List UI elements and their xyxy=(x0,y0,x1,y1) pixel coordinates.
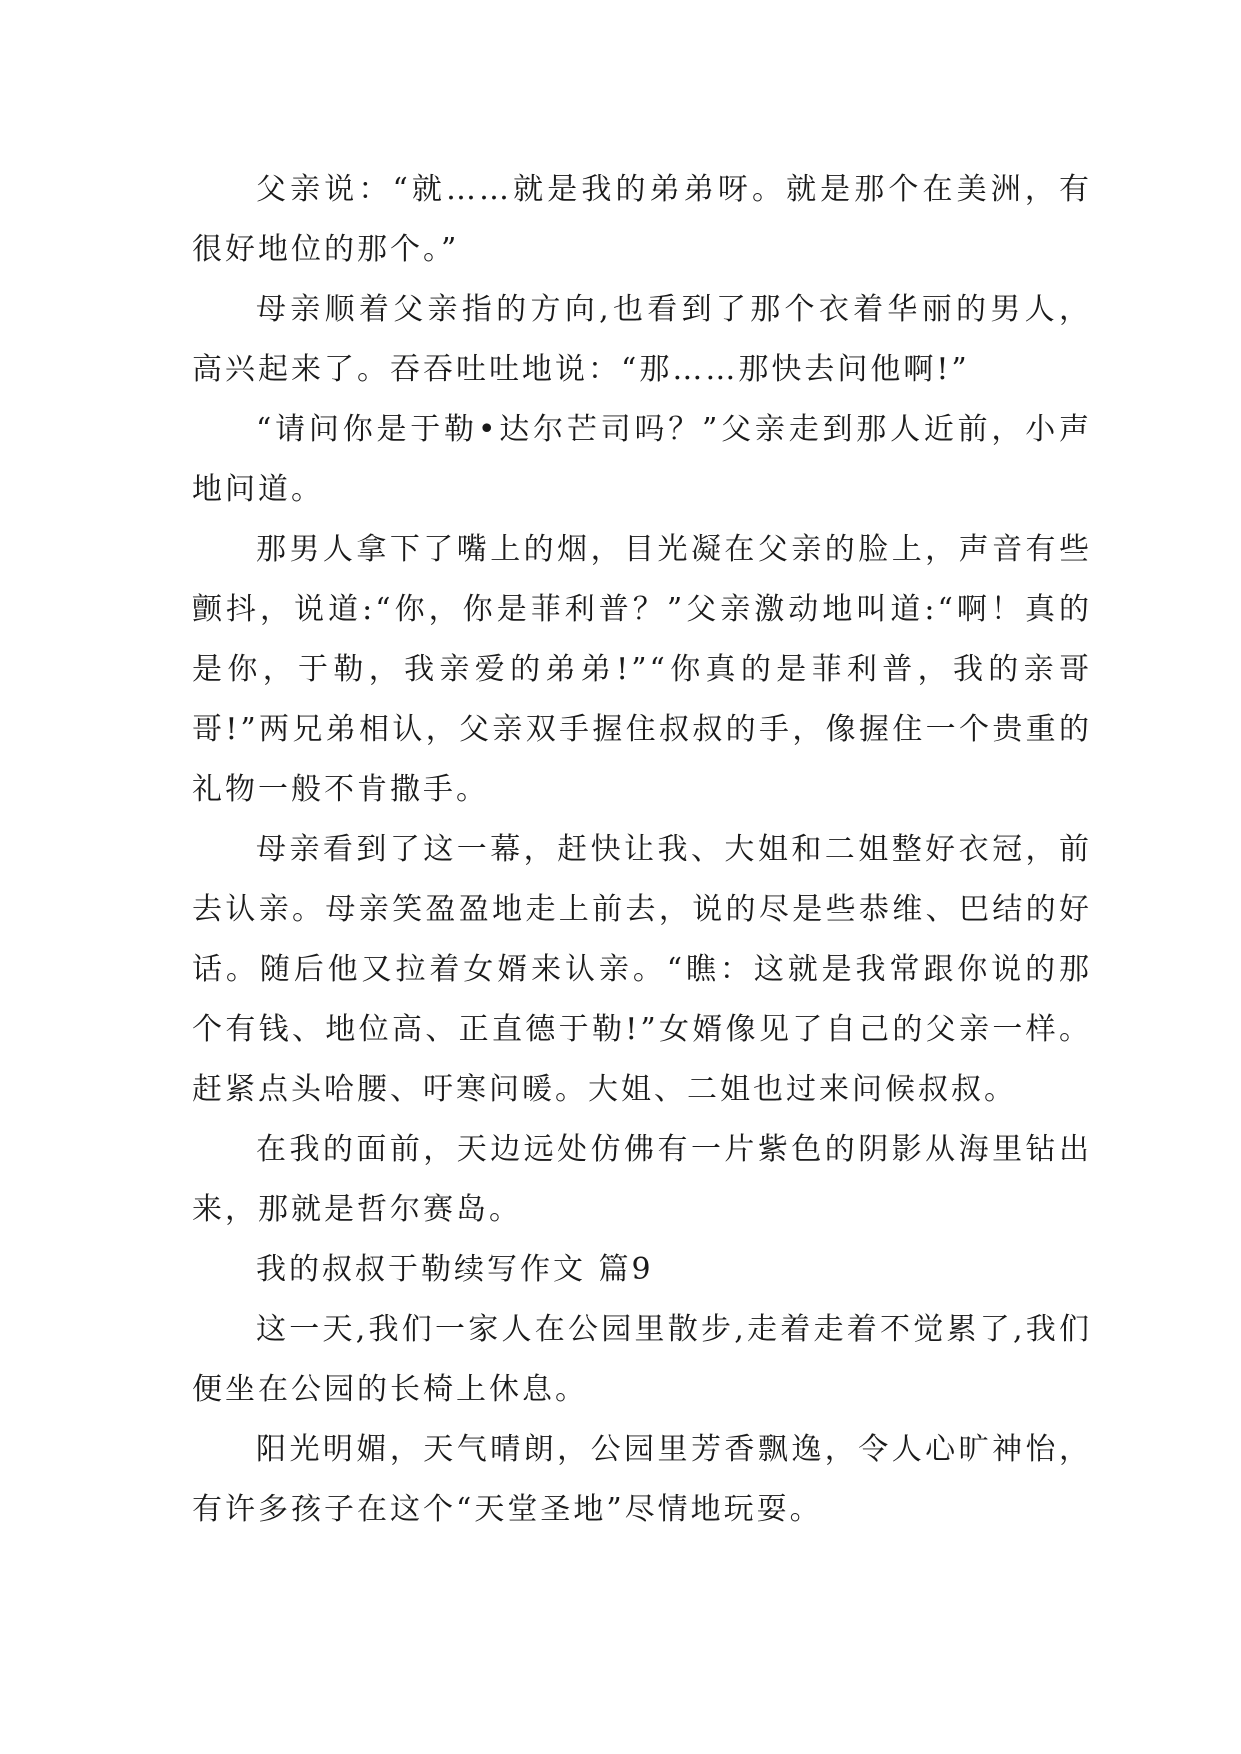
paragraph-1: 父亲说：“就……就是我的弟弟呀。就是那个在美洲，有很好地位的那个。” xyxy=(192,172,1092,267)
paragraph-6: 在我的面前，天边远处仿佛有一片紫色的阴影从海里钻出来，那就是哲尔赛岛。 xyxy=(192,1132,1092,1227)
paragraph-7: 这一天,我们一家人在公园里散步,走着走着不觉累了,我们便坐在公园的长椅上休息。 xyxy=(192,1312,1092,1407)
body-text xyxy=(192,160,1092,1540)
paragraph-4: 那男人拿下了嘴上的烟，目光凝在父亲的脸上，声音有些颤抖，说道:“你，你是菲利普？”父亲激动地叫道:“啊！真的是你，于勒，我亲爱的弟弟!”“你真的是菲利普，我的亲哥哥!”两兄弟相认，父亲双手握住叔叔的手，像握住一个贵重的礼物一般不肯撒手。 xyxy=(192,532,1092,807)
section-heading: 我的叔叔于勒续写作文 篇9 xyxy=(256,1252,654,1287)
paragraph-8: 阳光明媚，天气晴朗，公园里芳香飘逸，令人心旷神怡，有许多孩子在这个“天堂圣地”尽情地玩耍。 xyxy=(192,1432,1092,1527)
paragraph-3: “请问你是于勒•达尔芒司吗？”父亲走到那人近前，小声地问道。 xyxy=(192,412,1092,507)
paragraph-2: 母亲顺着父亲指的方向,也看到了那个衣着华丽的男人，高兴起来了。吞吞吐吐地说：“那……那快去问他啊!” xyxy=(192,292,1092,387)
paragraph-5: 母亲看到了这一幕，赶快让我、大姐和二姐整好衣冠，前去认亲。母亲笑盈盈地走上前去，说的尽是些恭维、巴结的好话。随后他又拉着女婿来认亲。“瞧：这就是我常跟你说的那个有钱、地位高、正直德于勒!”女婿像见了自己的父亲一样。赶紧点头哈腰、吁寒问暖。大姐、二姐也过来问候叔叔。 xyxy=(192,832,1092,1107)
